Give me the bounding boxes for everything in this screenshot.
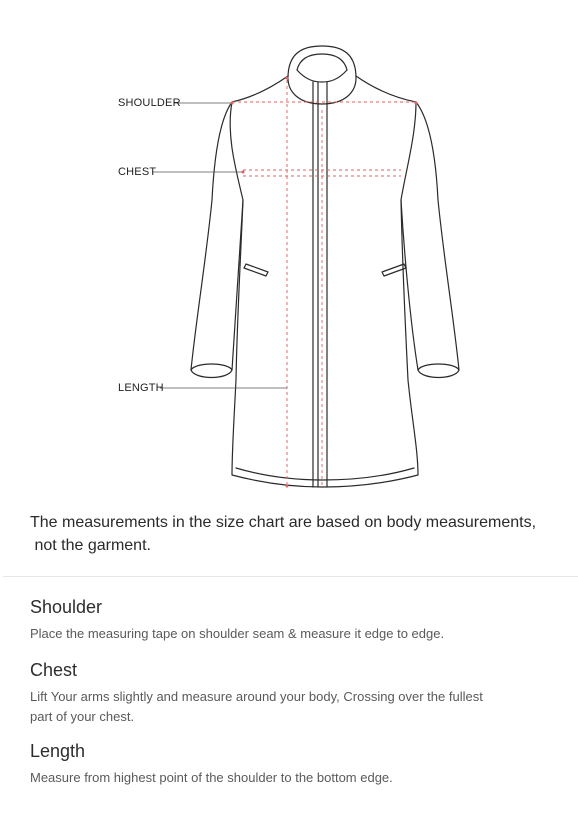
left-pocket (244, 264, 268, 276)
label-shoulder: SHOULDER (118, 97, 181, 109)
section-text-shoulder: Place the measuring tape on shoulder seam & measure it edge to edge. (30, 626, 445, 641)
divider (3, 576, 578, 577)
right-sleeve (416, 102, 459, 370)
section-length (30, 740, 550, 788)
section-text-chest-line-1: Lift Your arms slightly and measure around your body, Crossing over the fullest (30, 689, 483, 704)
section-text-length: Measure from highest point of the shoulder to the bottom edge. (30, 770, 393, 785)
label-chest: CHEST (118, 166, 157, 178)
section-title-chest: Chest (30, 660, 78, 680)
section-chest (30, 659, 550, 727)
note-line-2: not the garment. (30, 537, 151, 554)
section-text-chest-line-2: part of your chest. (30, 709, 135, 724)
section-shoulder (30, 596, 550, 644)
section-title-shoulder: Shoulder (30, 597, 103, 617)
collar (288, 46, 356, 104)
label-length: LENGTH (118, 382, 164, 394)
section-title-length: Length (30, 741, 86, 761)
coat-body (230, 76, 418, 487)
measurement-note (30, 511, 560, 557)
note-line-1: The measurements in the size chart are based on body measurements, (30, 514, 537, 531)
left-sleeve (191, 102, 232, 370)
section-text-chest (30, 687, 550, 727)
